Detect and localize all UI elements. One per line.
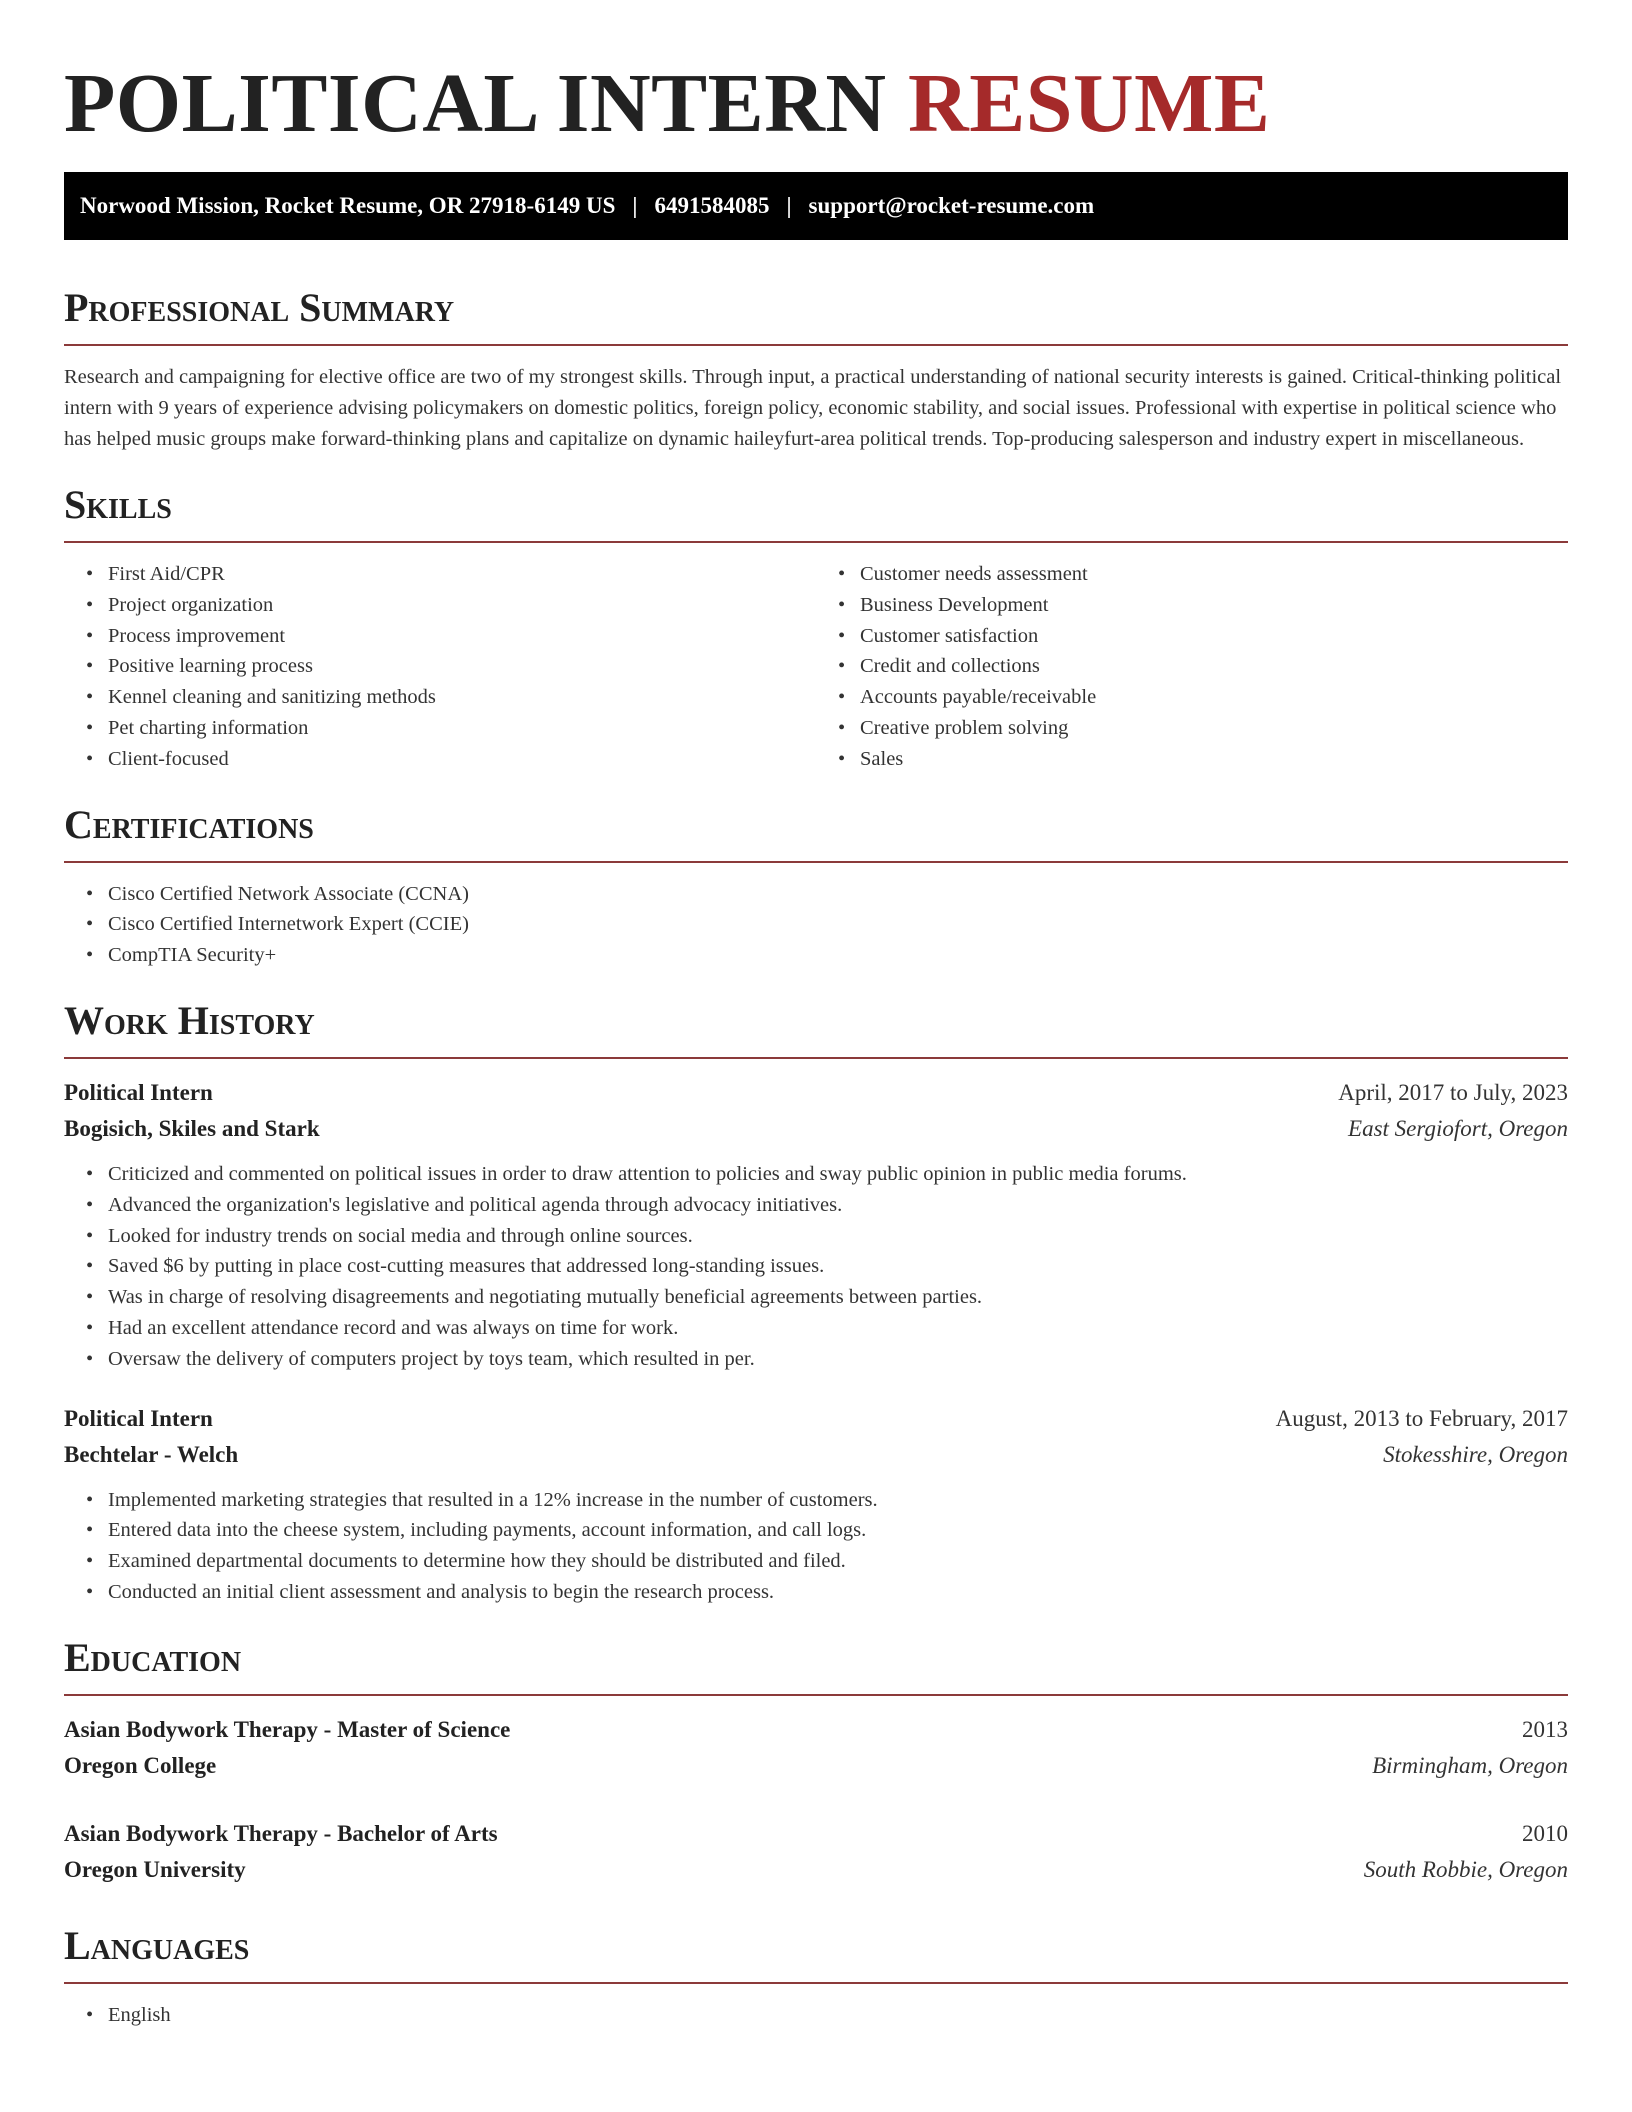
summary-text: Research and campaigning for elective office are two of my strongest skills. Through input, a practical understanding of national security interests is gained. Critical-thinking political intern with 9 years of experience advising policymakers on domestic politics, foreign policy, economic stability, and social issues. Professional with expertise in political science who has helped music groups make forward-thinking plans and capitalize on dynamic haileyfurt-area political trends. Top-producing salesperson and industry expert in miscellaneous.: [64, 366, 1562, 450]
summary-section: [64, 284, 1568, 455]
education-subheader: [64, 1852, 1568, 1888]
job-duty: • Conducted an initial client assessment and analysis to begin the research process.: [108, 1577, 1568, 1608]
education-subheader: [64, 1748, 1568, 1784]
section-heading-skills: Skills: [64, 482, 172, 527]
education-entry: [64, 1712, 1568, 1784]
resume-page: [64, 0, 1568, 2031]
job-duties: [64, 1159, 1568, 1375]
job-duty: • Implemented marketing strategies that resulted in a 12% increase in the number of customers.: [108, 1485, 1568, 1516]
contact-phone: 6491584085: [654, 193, 770, 218]
job-subheader: [64, 1437, 1568, 1473]
title-accent: RESUME: [908, 57, 1271, 150]
job-title: Political Intern: [64, 1405, 213, 1431]
education-location: South Robbie, Oregon: [1363, 1856, 1568, 1882]
section-divider: [64, 1982, 1568, 1984]
skill-item: • Kennel cleaning and sanitizing methods: [108, 682, 816, 713]
skill-item: • Sales: [860, 744, 1568, 775]
skill-item: • Process improvement: [108, 621, 816, 652]
education-degree: Asian Bodywork Therapy - Master of Science: [64, 1716, 511, 1742]
skill-item: • First Aid/CPR: [108, 559, 816, 590]
job-duty: • Oversaw the delivery of computers project by toys team, which resulted in per.: [108, 1344, 1568, 1375]
education-entry: [64, 1816, 1568, 1888]
education-header: [64, 1712, 1568, 1748]
education-location: Birmingham, Oregon: [1372, 1752, 1568, 1778]
language-item: • English: [108, 2000, 1568, 2031]
skill-item: • Customer satisfaction: [860, 621, 1568, 652]
certification-item: • Cisco Certified Network Associate (CCNA): [108, 879, 1568, 910]
contact-bar: [64, 172, 1568, 240]
job-company: Bogisich, Skiles and Stark: [64, 1115, 320, 1141]
job-location: Stokesshire, Oregon: [1383, 1441, 1568, 1467]
job-company: Bechtelar - Welch: [64, 1441, 239, 1467]
section-divider: [64, 1057, 1568, 1059]
job-duty: • Advanced the organization's legislative and political agenda through advocacy initiatives.: [108, 1190, 1568, 1221]
job-duty: • Saved $6 by putting in place cost-cutting measures that addressed long-standing issues.: [108, 1251, 1568, 1282]
education-header: [64, 1816, 1568, 1852]
job-title: Political Intern: [64, 1079, 213, 1105]
job-duty: • Examined departmental documents to determine how they should be distributed and filed.: [108, 1546, 1568, 1577]
contact-separator: |: [632, 193, 638, 218]
skill-item: • Project organization: [108, 590, 816, 621]
certifications-list: [64, 879, 1568, 971]
skill-item: • Accounts payable/receivable: [860, 682, 1568, 713]
job-duty: • Looked for industry trends on social media and through online sources.: [108, 1221, 1568, 1252]
job-entry: [64, 1401, 1568, 1608]
job-dates: August, 2013 to February, 2017: [1275, 1405, 1568, 1431]
skill-item: • Business Development: [860, 590, 1568, 621]
job-header: [64, 1401, 1568, 1437]
education-school: Oregon University: [64, 1856, 246, 1882]
education-school: Oregon College: [64, 1752, 217, 1778]
job-header: [64, 1075, 1568, 1111]
job-duty: • Had an excellent attendance record and was always on time for work.: [108, 1313, 1568, 1344]
job-duty: • Was in charge of resolving disagreements and negotiating mutually beneficial agreements between parties.: [108, 1282, 1568, 1313]
skills-section: [64, 481, 1568, 775]
section-heading-summary: Professional Summary: [64, 285, 455, 330]
contact-address: Norwood Mission, Rocket Resume, OR 27918-6149 US: [80, 193, 616, 218]
section-heading-work-history: Work History: [64, 997, 315, 1043]
job-subheader: [64, 1111, 1568, 1147]
title-main: POLITICAL INTERN: [64, 57, 887, 150]
job-duties: [64, 1485, 1568, 1608]
contact-email: support@rocket-resume.com: [808, 193, 1095, 218]
education-year: 2010: [1522, 1820, 1568, 1846]
skills-columns: [64, 559, 1568, 775]
skill-item: • Client-focused: [108, 744, 816, 775]
section-divider: [64, 541, 1568, 543]
certification-item: • CompTIA Security+: [108, 940, 1568, 971]
job-duty: • Criticized and commented on political issues in order to draw attention to policies and sway public opinion in public media forums.: [108, 1159, 1568, 1190]
education-degree: Asian Bodywork Therapy - Bachelor of Arts: [64, 1820, 498, 1846]
skills-list-left: [64, 559, 816, 775]
resume-title: [64, 0, 1568, 176]
section-heading-certifications: Certifications: [64, 801, 314, 847]
education-year: 2013: [1522, 1716, 1568, 1742]
skills-list-right: [816, 559, 1568, 775]
certification-item: • Cisco Certified Internetwork Expert (CCIE): [108, 909, 1568, 940]
skill-item: • Credit and collections: [860, 651, 1568, 682]
section-divider: [64, 1694, 1568, 1696]
work-history-section: [64, 997, 1568, 1608]
skill-item: • Creative problem solving: [860, 713, 1568, 744]
contact-separator: |: [786, 193, 792, 218]
job-duty: • Entered data into the cheese system, including payments, account information, and call logs.: [108, 1515, 1568, 1546]
languages-list: [64, 2000, 1568, 2031]
education-section: [64, 1634, 1568, 1888]
certifications-section: [64, 801, 1568, 971]
section-divider: [64, 344, 1568, 346]
section-heading-languages: Languages: [64, 1922, 250, 1968]
section-divider: [64, 861, 1568, 863]
languages-section: [64, 1922, 1568, 2031]
skill-item: • Pet charting information: [108, 713, 816, 744]
section-heading-education: Education: [64, 1634, 242, 1680]
skill-item: • Positive learning process: [108, 651, 816, 682]
skill-item: • Customer needs assessment: [860, 559, 1568, 590]
job-entry: [64, 1075, 1568, 1375]
job-dates: April, 2017 to July, 2023: [1338, 1079, 1568, 1105]
job-location: East Sergiofort, Oregon: [1348, 1115, 1568, 1141]
